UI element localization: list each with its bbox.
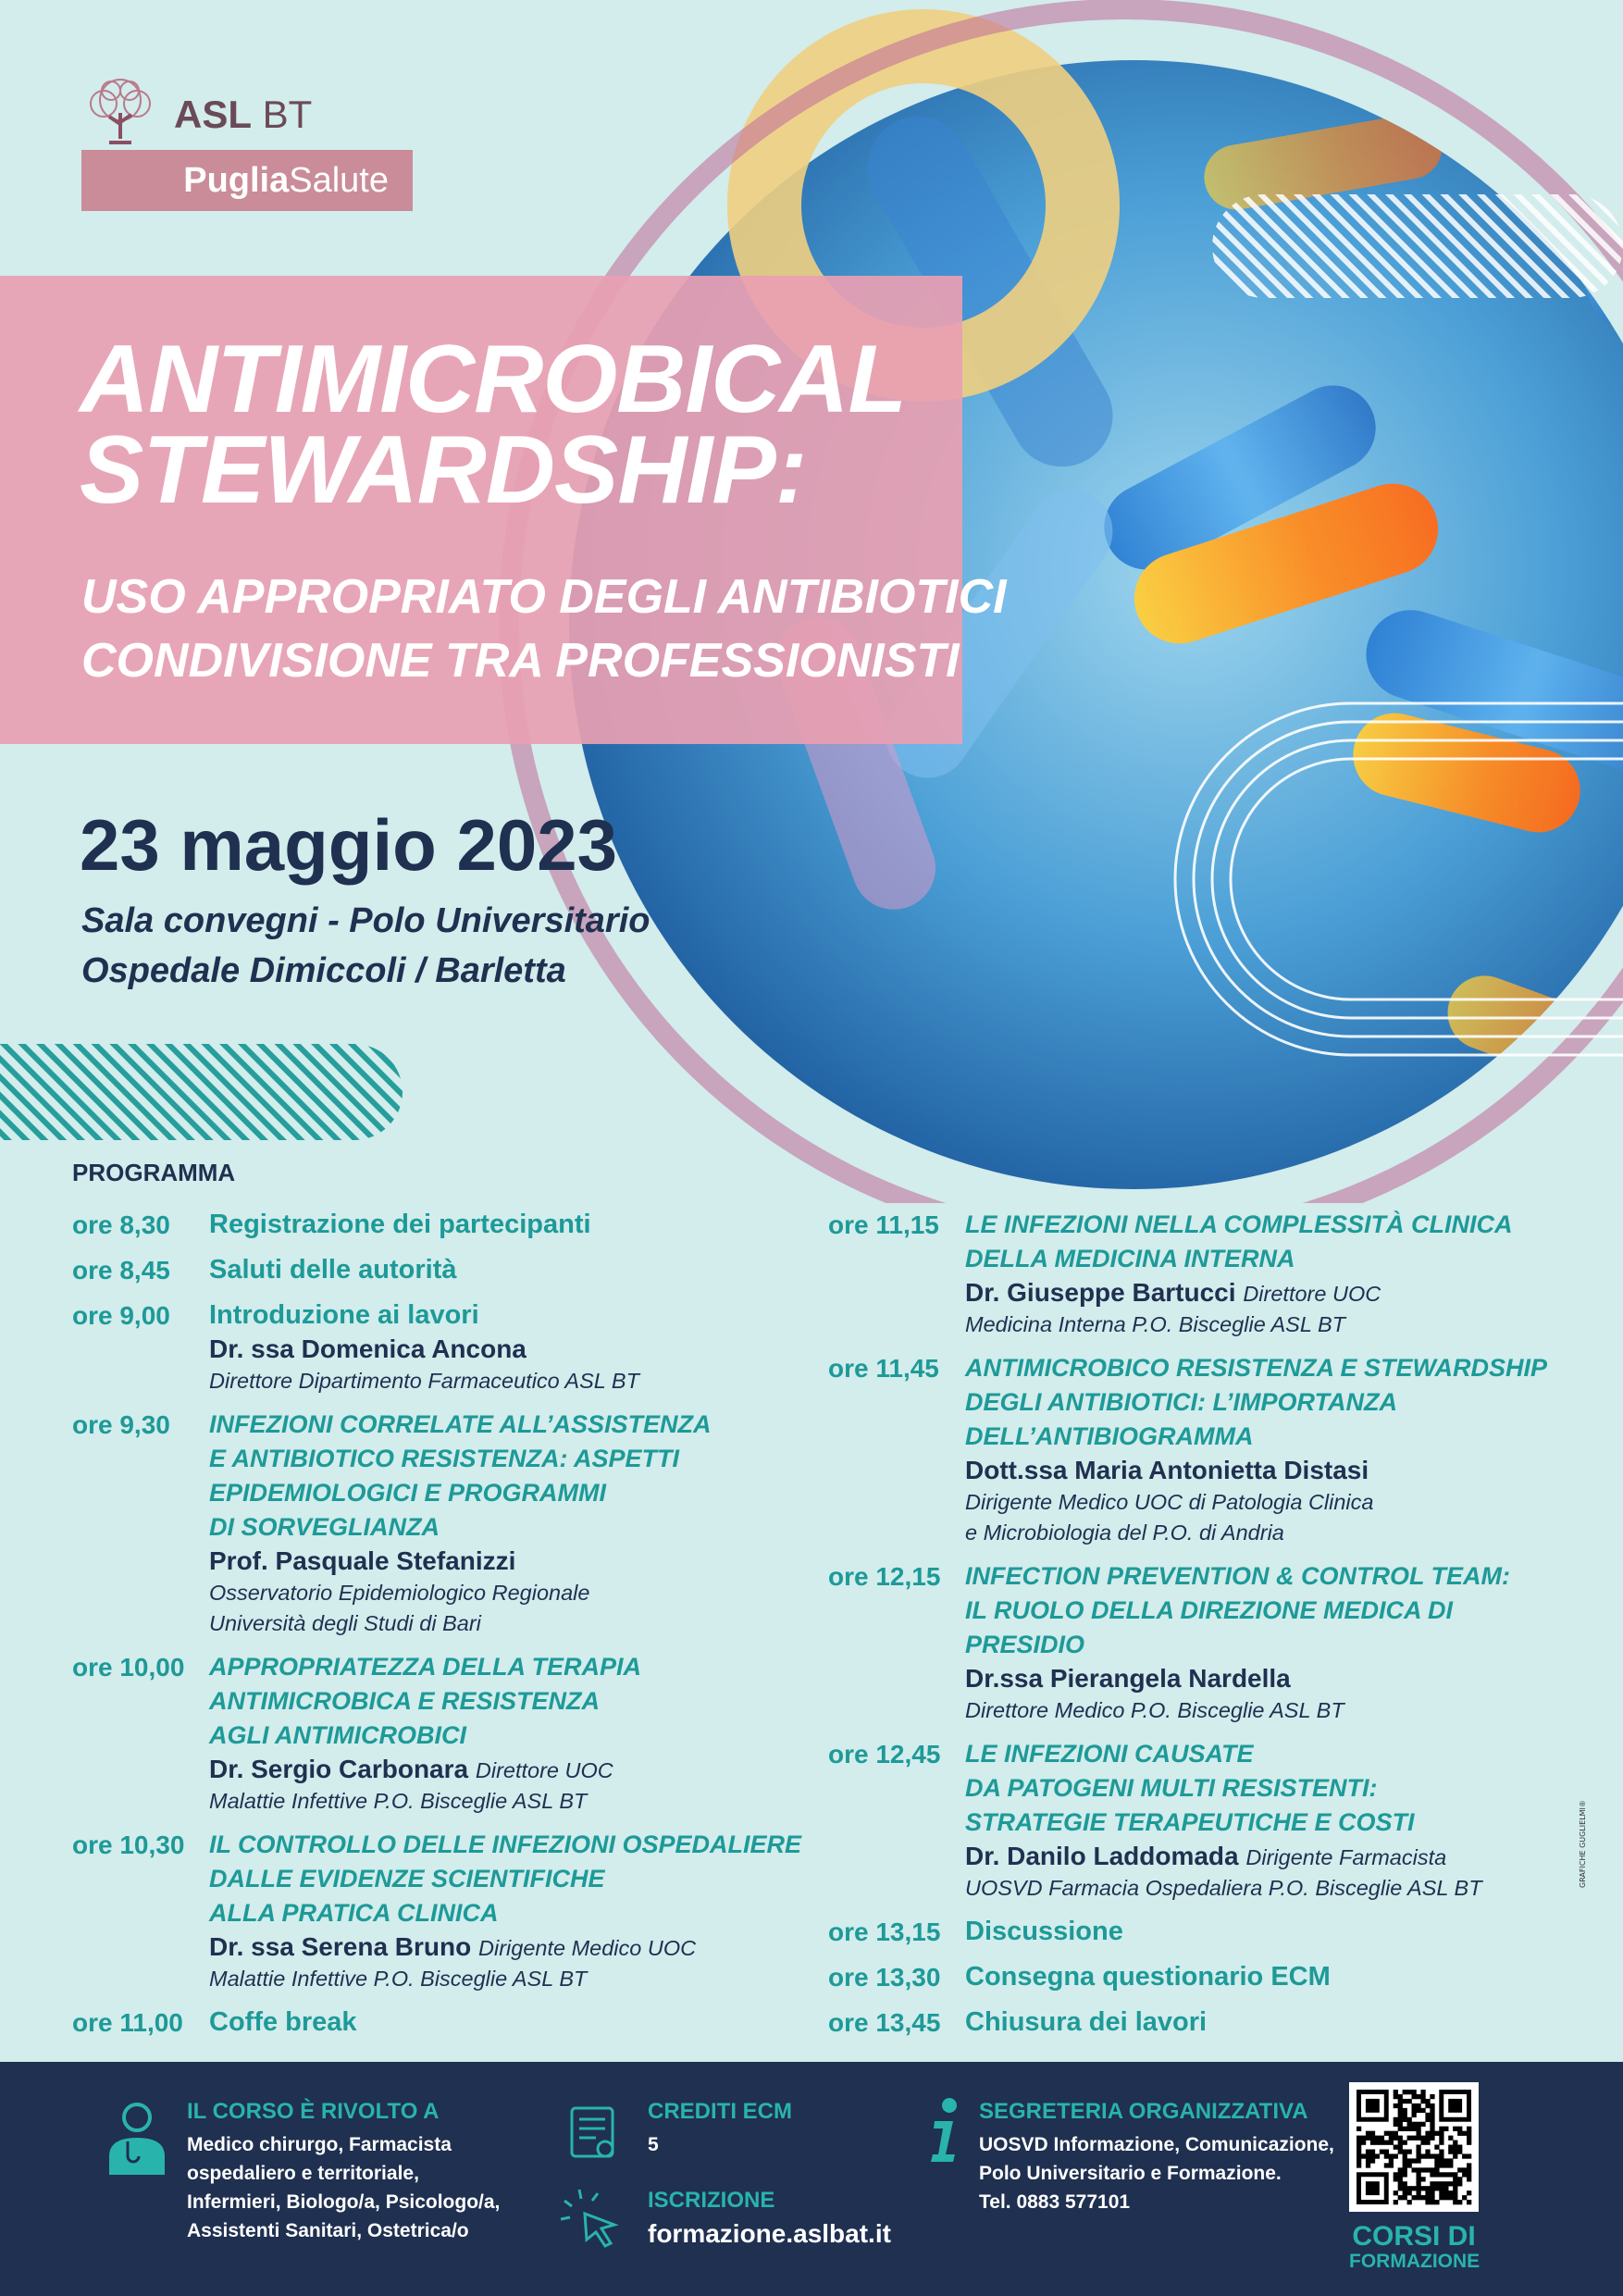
- programme-heading: PROGRAMMA: [72, 1159, 236, 1186]
- entry-title: Registrazione dei partecipanti: [209, 1210, 591, 1239]
- entry-role: UOSVD Farmacia Ospedaliera P.O. Bisceglie ASL BT: [965, 1876, 1482, 1900]
- entry-time: ore 9,00: [72, 1301, 170, 1330]
- secretariat-line-2: Polo Universitario e Formazione.: [979, 2163, 1282, 2184]
- corsi-label-1: CORSI DI: [1352, 2221, 1476, 2252]
- entry-role: Direttore Dipartimento Farmaceutico ASL BT: [209, 1369, 639, 1393]
- audience-line-1: Medico chirurgo, Farmacista: [187, 2134, 452, 2155]
- programme-entry: [72, 2005, 812, 2040]
- programme-entry: [828, 1351, 1578, 1548]
- programme-entry: [828, 1737, 1578, 1904]
- footer: [0, 2062, 1623, 2296]
- secretariat-line-1: UOSVD Informazione, Comunicazione,: [979, 2134, 1334, 2155]
- entry-title: Coffe break: [209, 2007, 357, 2037]
- venue-line-2: Ospedale Dimiccoli / Barletta: [81, 951, 566, 990]
- programme-entry: [72, 1208, 812, 1242]
- title-line-1: ANTIMICROBICAL: [80, 326, 907, 433]
- programme-entry: [72, 1408, 812, 1639]
- entry-time: ore 10,00: [72, 1653, 185, 1682]
- entry-role: Malattie Infettive P.O. Bisceglie ASL BT: [209, 1967, 588, 1991]
- subtitle-line-2: CONDIVISIONE TRA PROFESSIONISTI: [81, 634, 960, 688]
- qr-code[interactable]: [1349, 2082, 1479, 2212]
- programme-entry: [72, 1298, 812, 1396]
- programme-entry: [828, 1915, 1578, 1949]
- programme-left-column: [72, 1208, 812, 2051]
- entry-title: ANTIMICROBICO RESISTENZA E STEWARDSHIP DEGLI ANTIBIOTICI: L’IMPORTANZA DELL’ANTIBIOGRAMMA: [965, 1354, 1548, 1450]
- entry-title: Consegna questionario ECM: [965, 1962, 1331, 1992]
- entry-speaker: Dr. Sergio Carbonara: [209, 1755, 469, 1783]
- signup-link[interactable]: formazione.aslbat.it: [648, 2219, 891, 2248]
- puglia-salute-badge: PugliaSalute: [81, 150, 413, 211]
- audience-line-3: Infermieri, Biologo/a, Psicologo/a,: [187, 2191, 501, 2213]
- secretariat-line-3: Tel. 0883 577101: [979, 2191, 1131, 2213]
- entry-role: Malattie Infettive P.O. Bisceglie ASL BT: [209, 1789, 588, 1813]
- secretariat-title: SEGRETERIA ORGANIZZATIVA: [979, 2099, 1308, 2124]
- title-line-2: STEWARDSHIP:: [80, 416, 807, 524]
- event-date: 23 maggio 2023: [80, 804, 617, 886]
- entry-role-inline: Direttore UOC: [1243, 1282, 1381, 1306]
- entry-time: ore 10,30: [72, 1831, 185, 1859]
- programme-entry: [72, 1650, 812, 1817]
- entry-title: IL CONTROLLO DELLE INFEZIONI OSPEDALIERE DALLE EVIDENZE SCIENTIFICHE ALLA PRATICA CLINICA: [209, 1831, 802, 1927]
- entry-role: Medicina Interna P.O. Bisceglie ASL BT: [965, 1312, 1346, 1336]
- entry-title: Chiusura dei lavori: [965, 2007, 1208, 2037]
- entry-speaker: Dott.ssa Maria Antonietta Distasi: [965, 1456, 1369, 1484]
- entry-time: ore 12,15: [828, 1562, 941, 1591]
- entry-title: LE INFEZIONI CAUSATE DA PATOGENI MULTI RESISTENTI: STRATEGIE TERAPEUTICHE E COSTI: [965, 1740, 1415, 1836]
- programme-entry: [828, 1559, 1578, 1726]
- entry-role-inline: Dirigente Farmacista: [1245, 1845, 1447, 1869]
- programme-entry: [828, 1960, 1578, 1994]
- entry-time: ore 9,30: [72, 1410, 170, 1439]
- entry-role-inline: Dirigente Medico UOC: [478, 1936, 697, 1960]
- credits-value: 5: [648, 2134, 659, 2155]
- programme-right-column: [828, 1208, 1578, 2051]
- entry-role: Osservatorio Epidemiologico Regionale Università degli Studi di Bari: [209, 1581, 590, 1635]
- subtitle-line-1: USO APPROPRIATO DEGLI ANTIBIOTICI: [81, 570, 1007, 624]
- audience-line-2: ospedaliero e territoriale,: [187, 2163, 419, 2184]
- entry-time: ore 13,45: [828, 2008, 941, 2037]
- audience-line-4: Assistenti Sanitari, Ostetrica/o: [187, 2220, 469, 2241]
- entry-time: ore 13,30: [828, 1963, 941, 1992]
- entry-time: ore 11,00: [72, 2008, 183, 2037]
- stripes-top: [1212, 194, 1623, 298]
- entry-speaker: Dr. ssa Serena Bruno: [209, 1932, 472, 1961]
- entry-speaker: Prof. Pasquale Stefanizzi: [209, 1546, 516, 1575]
- venue-line-1: Sala convegni - Polo Universitario: [81, 901, 650, 940]
- entry-speaker: Dr. Giuseppe Bartucci: [965, 1278, 1236, 1307]
- programme-entry: [72, 1828, 812, 1994]
- entry-title: INFECTION PREVENTION & CONTROL TEAM: IL RUOLO DELLA DIREZIONE MEDICA DI PRESIDIO: [965, 1562, 1511, 1658]
- programme-entry: [828, 2005, 1578, 2040]
- programme-entry: [828, 1208, 1578, 1340]
- designer-credit: GRAFICHE GUGLIELMI®: [1579, 1800, 1587, 1888]
- entry-time: ore 13,15: [828, 1917, 941, 1946]
- entry-speaker: Dr. Danilo Laddomada: [965, 1842, 1239, 1870]
- entry-title: INFEZIONI CORRELATE ALL’ASSISTENZA E ANTIBIOTICO RESISTENZA: ASPETTI EPIDEMIOLOGICI E PROGRAMMI DI SORVEGLIANZA: [209, 1410, 712, 1541]
- entry-time: ore 11,45: [828, 1354, 939, 1383]
- certificate-icon: [563, 2103, 622, 2164]
- entry-time: ore 8,45: [72, 1256, 170, 1285]
- cursor-click-icon: [559, 2188, 626, 2249]
- entry-title: Saluti delle autorità: [209, 1255, 457, 1285]
- signup-title: ISCRIZIONE: [648, 2188, 775, 2213]
- entry-time: ore 8,30: [72, 1210, 170, 1239]
- programme-entry: [72, 1253, 812, 1287]
- corsi-label-2: FORMAZIONE: [1349, 2251, 1481, 2272]
- entry-title: Discussione: [965, 1917, 1123, 1946]
- info-icon: [925, 2097, 962, 2166]
- entry-role: Direttore Medico P.O. Bisceglie ASL BT: [965, 1698, 1344, 1722]
- tree-icon: [81, 76, 159, 150]
- entry-title: LE INFEZIONI NELLA COMPLESSITÀ CLINICA DELLA MEDICINA INTERNA: [965, 1210, 1513, 1272]
- stripes-left: [0, 1044, 403, 1140]
- entry-time: ore 12,45: [828, 1740, 941, 1769]
- entry-speaker: Dr. ssa Domenica Ancona: [209, 1334, 527, 1363]
- entry-time: ore 11,15: [828, 1210, 939, 1239]
- entry-role-inline: Direttore UOC: [475, 1758, 613, 1782]
- entry-title: Introduzione ai lavori: [209, 1300, 479, 1330]
- credits-title: CREDITI ECM: [648, 2099, 792, 2124]
- asl-text: ASL BT: [174, 93, 313, 136]
- entry-speaker: Dr.ssa Pierangela Nardella: [965, 1664, 1291, 1693]
- entry-title: APPROPRIATEZZA DELLA TERAPIA ANTIMICROBICA E RESISTENZA AGLI ANTIMICROBICI: [209, 1653, 642, 1749]
- doctor-icon: [104, 2099, 170, 2175]
- entry-role: Dirigente Medico UOC di Patologia Clinica e Microbiologia del P.O. di Andria: [965, 1490, 1374, 1545]
- audience-title: IL CORSO È RIVOLTO A: [187, 2099, 440, 2124]
